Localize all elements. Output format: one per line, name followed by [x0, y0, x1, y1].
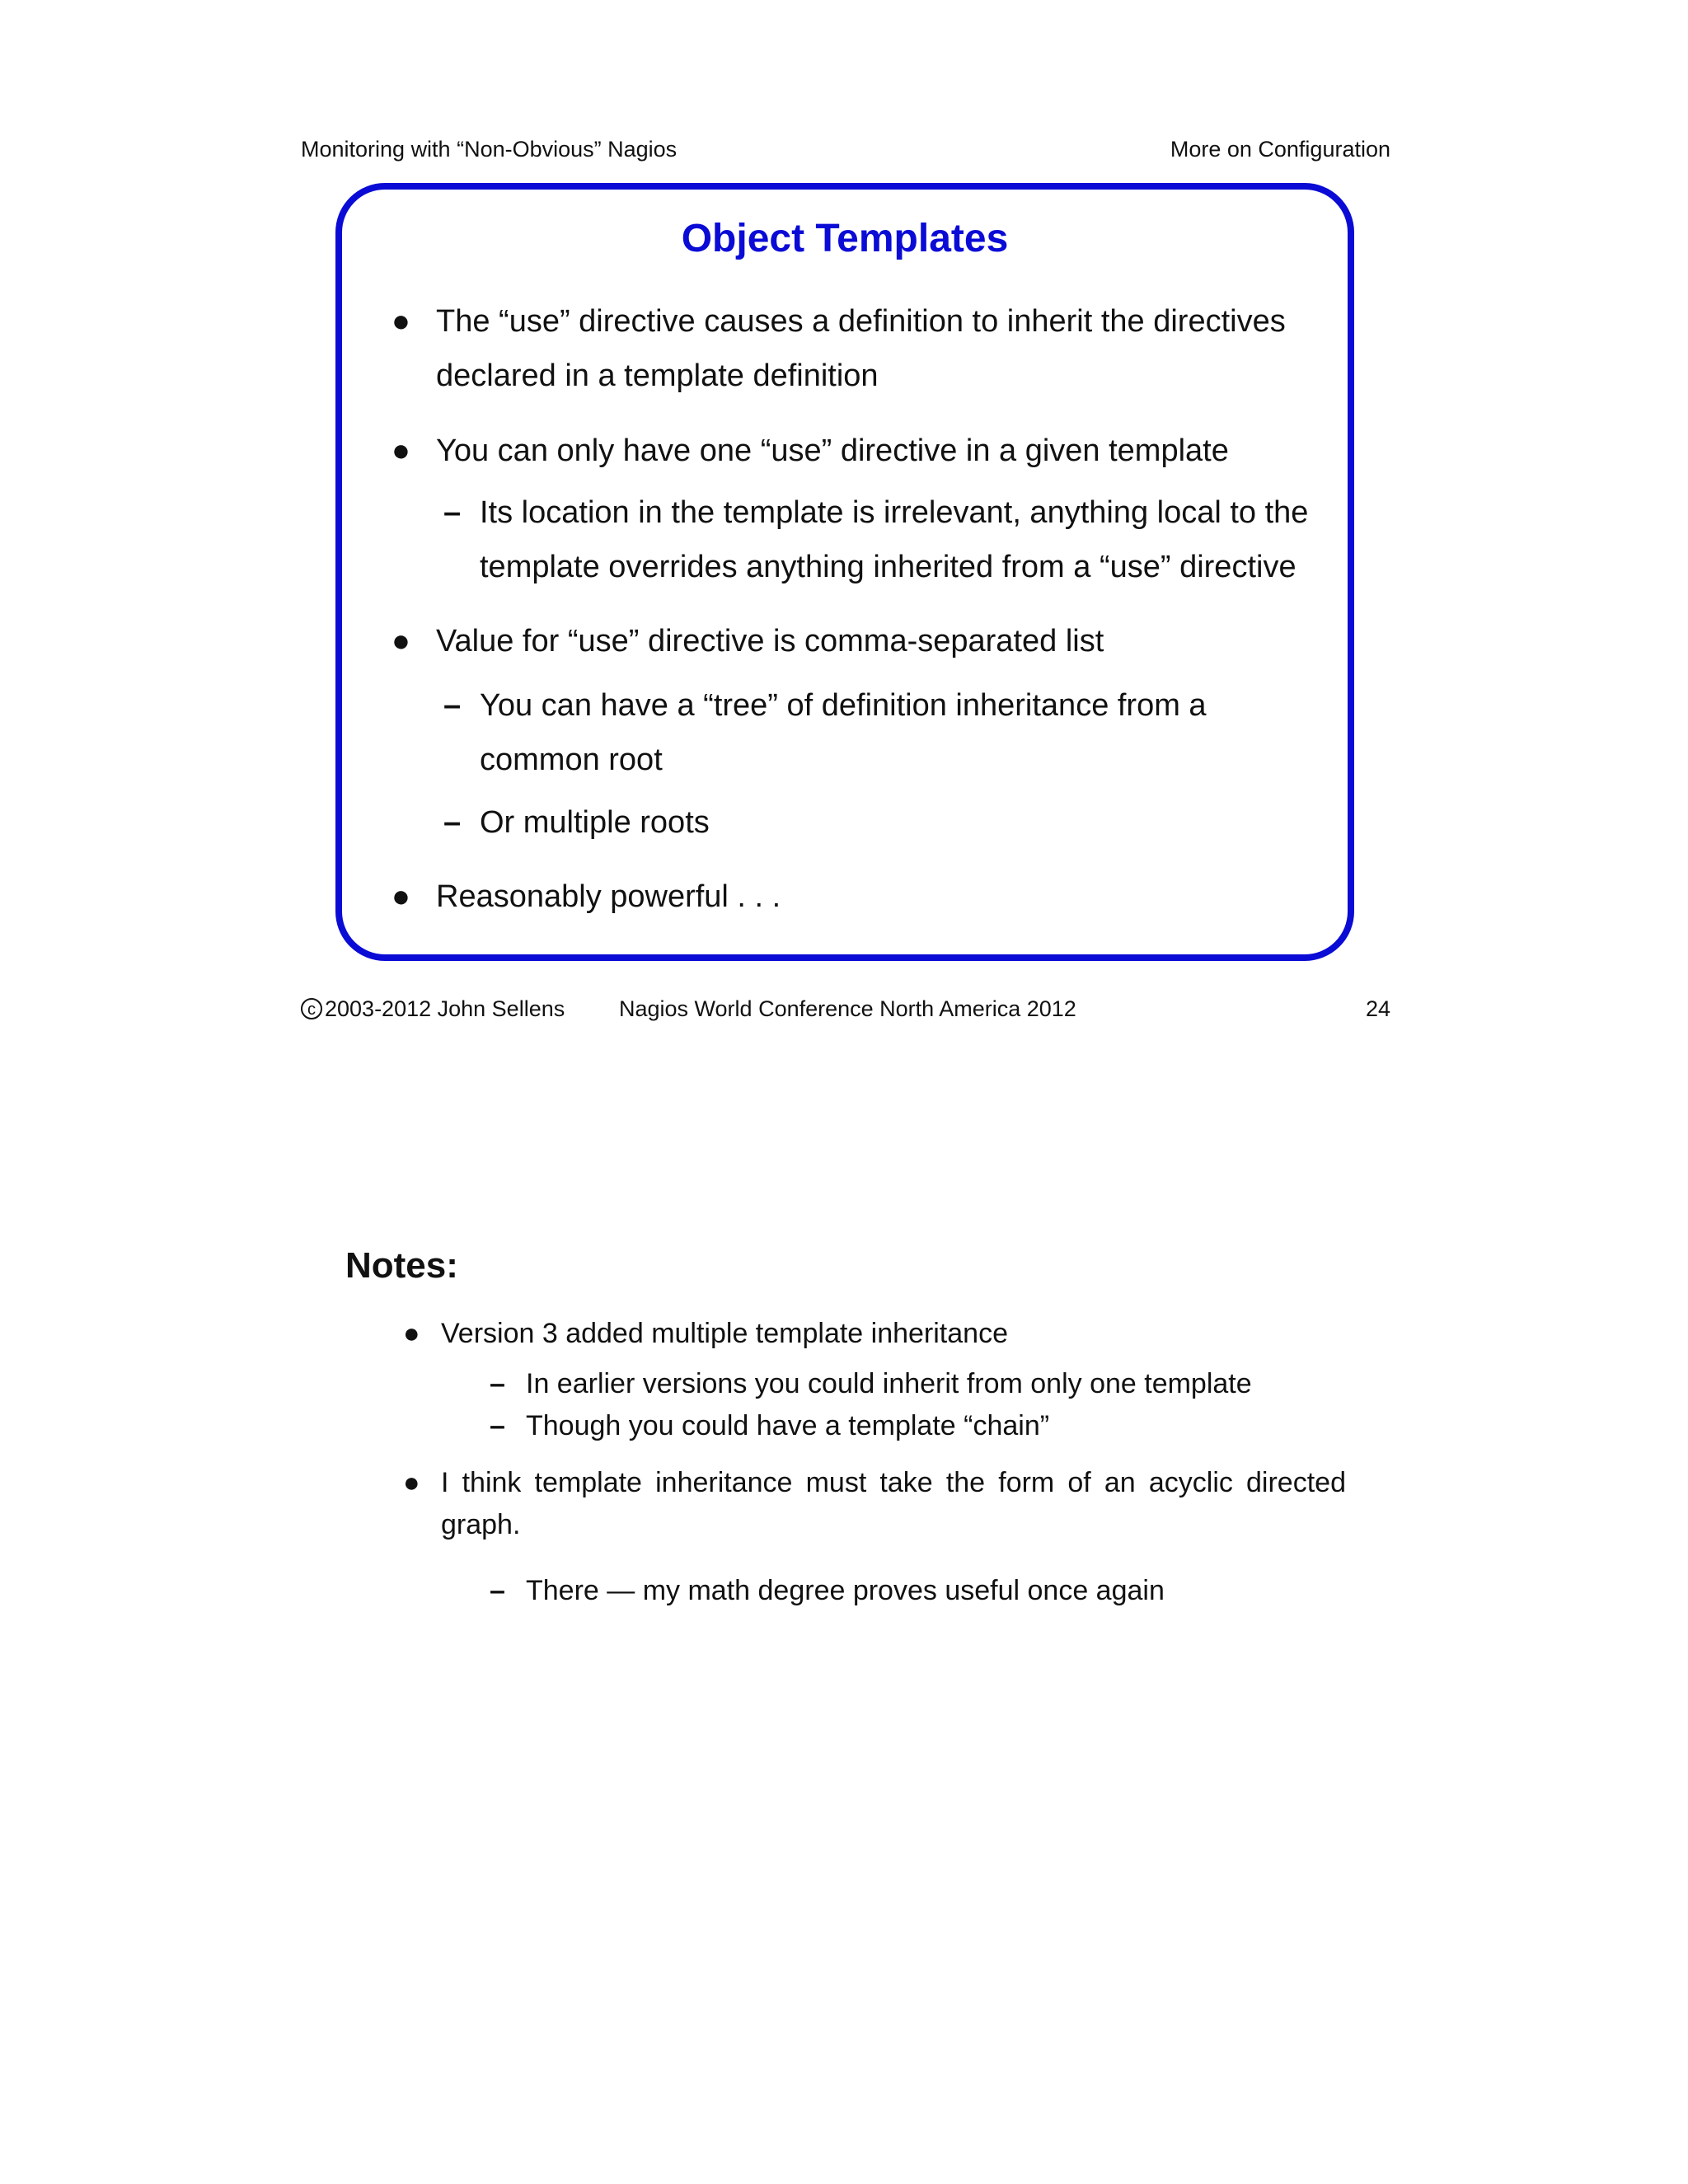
note-subbullet: [490, 1405, 1350, 1447]
note-subbullet: [490, 1570, 1350, 1612]
slide-subbullet-text: Or multiple roots: [480, 805, 710, 840]
running-header: [301, 135, 1390, 163]
note-bullet: [403, 1313, 1348, 1355]
header-section-title: More on Configuration: [1170, 137, 1390, 162]
slide-bullet: [392, 869, 1326, 924]
copyright-text: 2003-2012 John Sellens: [325, 996, 565, 1021]
notes-heading: Notes:: [345, 1245, 458, 1286]
note-subbullet: [490, 1363, 1350, 1405]
slide-subbullet: [443, 678, 1329, 787]
note-text: I think template inheritance must take the form of an acyclic directed graph.: [441, 1467, 1346, 1540]
slide-bullet-text: Reasonably powerful . . .: [436, 879, 781, 914]
slide-footer: [301, 993, 1390, 1024]
slide-subbullet: [443, 485, 1329, 594]
slide-bullet: [392, 294, 1326, 403]
slide-subbullet: [443, 795, 1329, 850]
header-document-title: Monitoring with “Non-Obvious” Nagios: [301, 137, 678, 162]
bullet-marker: ●: [403, 1318, 420, 1349]
note-text: There — my math degree proves useful once again: [526, 1575, 1165, 1606]
note-text: In earlier versions you could inherit from only one template: [526, 1368, 1252, 1399]
copyright: [301, 993, 565, 1024]
note-bullet: [403, 1462, 1346, 1546]
bullet-marker: ●: [392, 434, 410, 468]
dash-marker: –: [443, 688, 462, 723]
slide-frame: [335, 183, 1354, 961]
dash-marker: –: [443, 805, 462, 840]
slide-subbullet-text: Its location in the template is irrelevant, anything local to the template overrides anything inherited from a “use” directive: [480, 495, 1309, 584]
page-number: 24: [1365, 996, 1390, 1021]
slide-bullet: [392, 424, 1326, 478]
bullet-marker: ●: [392, 304, 410, 339]
copyright-icon: c: [301, 998, 322, 1019]
slide-bullet-text: You can only have one “use” directive in a given template: [436, 434, 1229, 468]
note-text: Though you could have a template “chain”: [526, 1410, 1050, 1441]
slide-bullet-text: The “use” directive causes a definition to inherit the directives declared in a template definition: [436, 304, 1286, 393]
dash-marker: –: [490, 1410, 505, 1441]
bullet-marker: ●: [392, 879, 410, 914]
conference-name: Nagios World Conference North America 2012: [619, 996, 1076, 1021]
dash-marker: –: [490, 1368, 505, 1399]
note-text: Version 3 added multiple template inheritance: [441, 1318, 1008, 1349]
bullet-marker: ●: [392, 624, 410, 658]
slide-subbullet-text: You can have a “tree” of definition inheritance from a common root: [480, 688, 1207, 777]
slide-bullet-text: Value for “use” directive is comma-separated list: [436, 624, 1104, 658]
dash-marker: –: [443, 495, 462, 530]
bullet-marker: ●: [403, 1467, 420, 1498]
slide-bullet: [392, 614, 1326, 668]
slide-title: Object Templates: [681, 217, 1009, 260]
dash-marker: –: [490, 1575, 505, 1606]
